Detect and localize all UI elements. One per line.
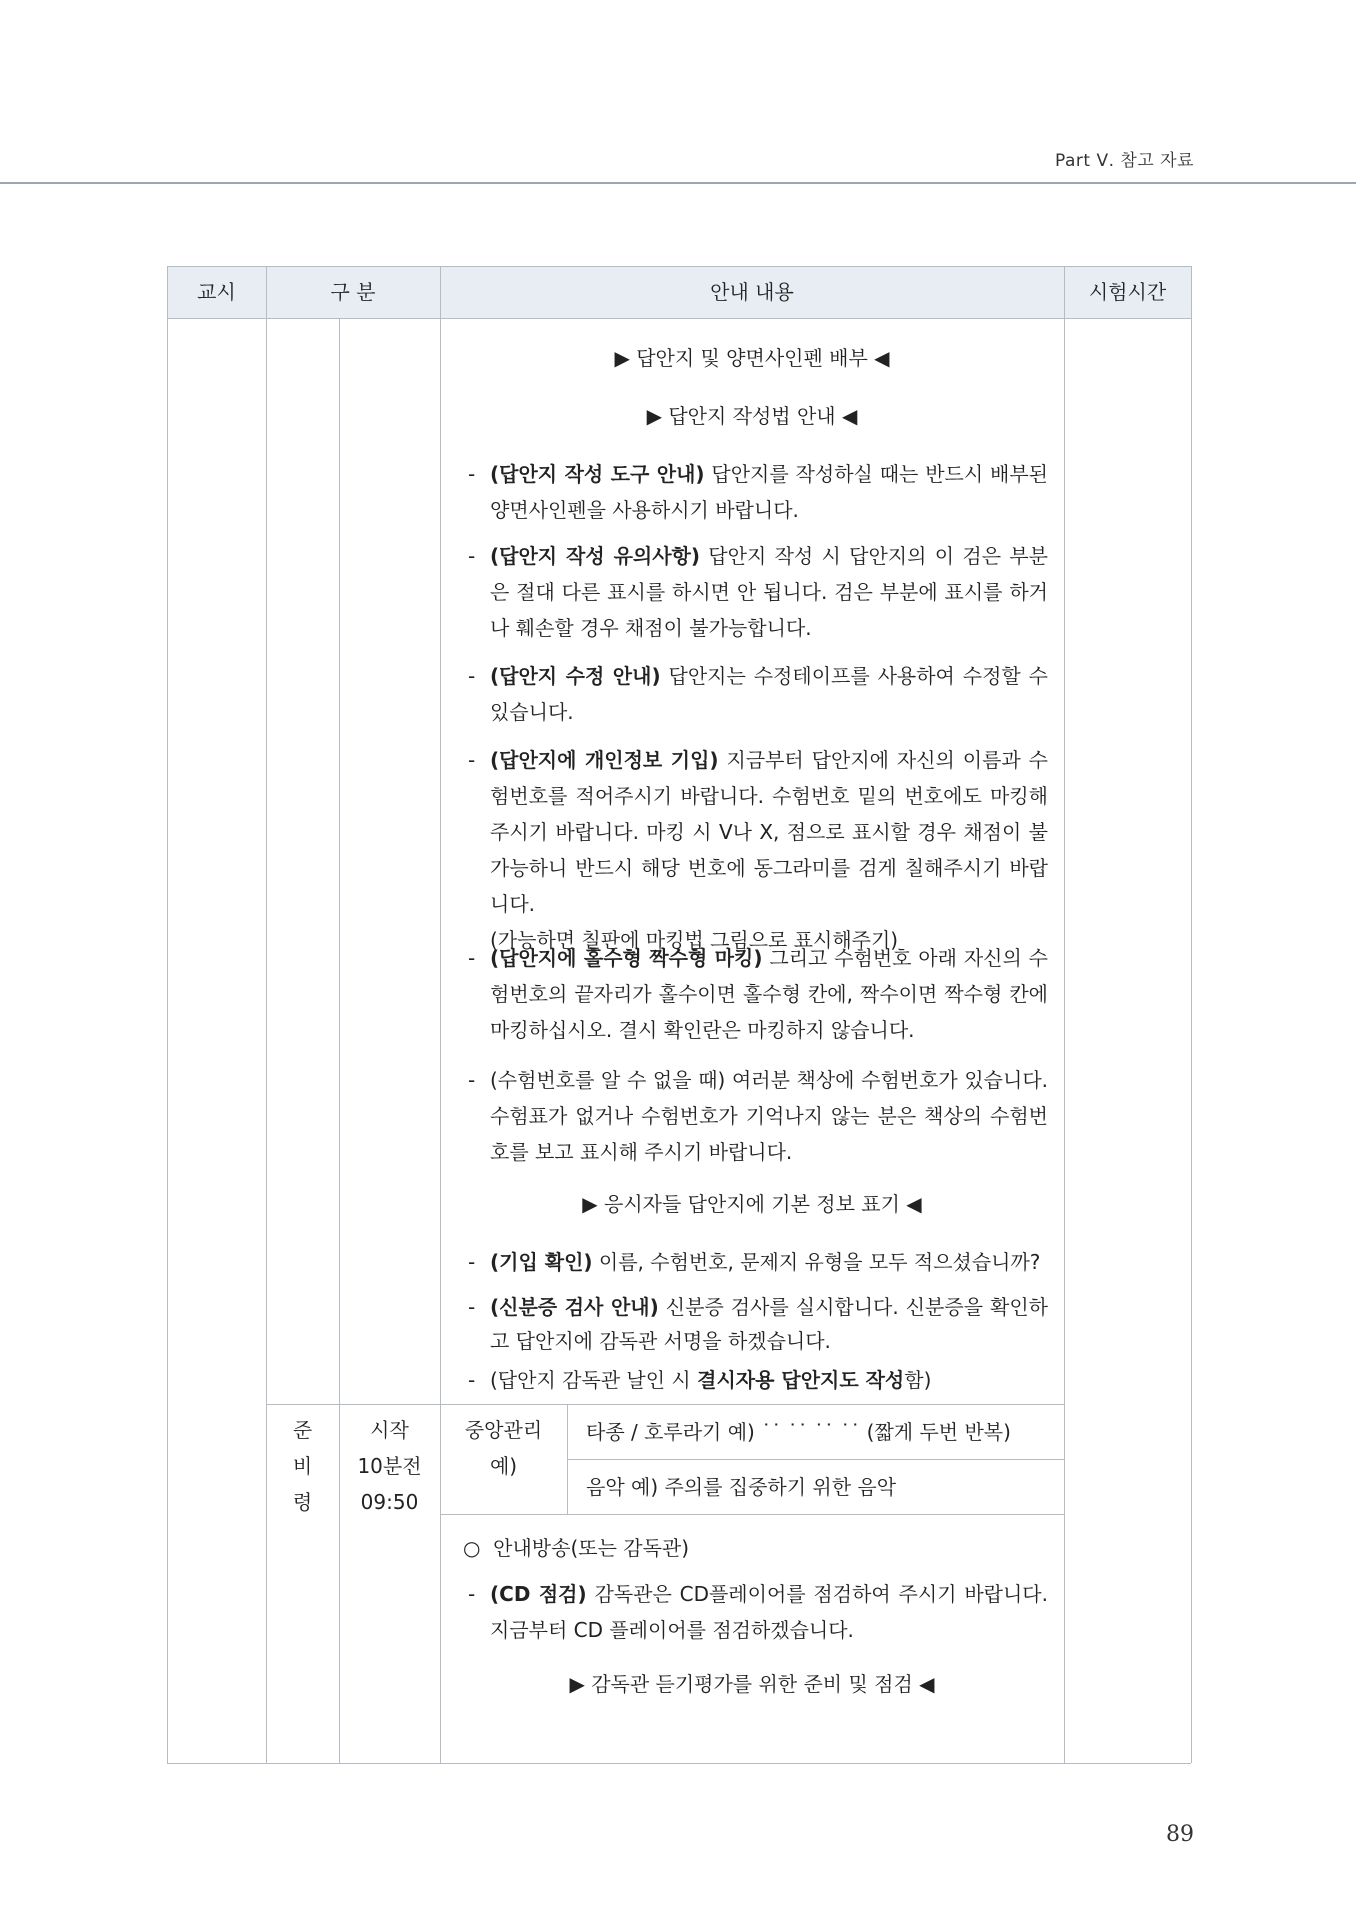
heading-listening-prep: ▶ 감독관 듣기평가를 위한 준비 및 점검 ◀ [569, 1672, 935, 1696]
sub-bell: 타종 / 호루라기 예) ˙˙ ˙˙ ˙˙ ˙˙ (짧게 두번 반복) [586, 1420, 1011, 1444]
item-seal: - (답안지 감독관 날인 시 결시자용 답안지도 작성함) [468, 1368, 932, 1392]
header-period: 교시 [197, 280, 236, 304]
sub-music: 음악 예) 주의를 집중하기 위한 음악 [586, 1475, 897, 1499]
section-divider [266, 1404, 1064, 1405]
page-number: 89 [1166, 1822, 1194, 1847]
item-check: - (기입 확인) 이름, 수험번호, 문제지 유형을 모두 적으셨습니까? [468, 1250, 1041, 1274]
table-border-right [1191, 266, 1192, 1763]
item-correction: - (답안지 수정 안내) 답안지는 수정테이프를 사용하여 수정할 수 있습니다. [468, 664, 1048, 724]
item-odd-even: - (답안지에 홀수형 짝수형 마킹) 그리고 수험번호 아래 자신의 수험번호의 끝자리가 홀수이면 홀수형 칸에, 짝수이면 짝수형 칸에 마킹하십시오. 결시 확인란은 마킹하지 않습니다. [468, 946, 1048, 1042]
column-divider-4 [1064, 266, 1065, 1763]
central-divider [567, 1404, 568, 1514]
item-caution: - (답안지 작성 유의사항) 답안지 작성 시 답안지의 이 검은 부분은 절대 다른 표시를 하시면 안 됩니다. 검은 부분에 표시를 하거나 훼손할 경우 채점이 불가능합니다. [468, 544, 1048, 640]
item-id-check: - (신분증 검사 안내) 신분증 검사를 실시합니다. 신분증을 확인하고 답안지에 감독관 서명을 하겠습니다. [468, 1295, 1049, 1353]
item-personal-info: - (답안지에 개인정보 기입) 지금부터 답안지에 자신의 이름과 수험번호를 적어주시기 바랍니다. 수험번호 밑의 번호에도 마킹해주시기 바랍니다. 마킹 시 V나 X, 점으로 표시할 경우 채점이 불가능하니 반드시 해당 번호에 동그라미를 검게 칠해주시기 바랍니다. (가능하면 칠판에 마킹법 그림으로 표시해주기) [468, 748, 1048, 952]
column-divider-1 [266, 266, 267, 1763]
heading-basic-info: ▶ 응시자들 답안지에 기본 정보 표기 ◀ [582, 1192, 922, 1216]
central-management: 중앙관리 예) [464, 1418, 543, 1478]
item-cd-check: - (CD 점검) 감독관은 CD플레이어를 점검하여 주시기 바랍니다. 지금부터 CD 플레이어를 점검하겠습니다. [468, 1582, 1048, 1642]
bullet-announcement: ○ 안내방송(또는 감독관) [463, 1536, 690, 1560]
sub-row-divider [567, 1459, 1064, 1460]
running-header: Part Ⅴ. 참고 자료 [1055, 151, 1194, 171]
table-border-left [167, 266, 168, 1763]
heading-distribute: ▶ 답안지 및 양면사인펜 배부 ◀ [614, 346, 890, 370]
table-header-divider [167, 318, 1191, 319]
central-bottom-divider [440, 1514, 1064, 1515]
heading-instructions: ▶ 답안지 작성법 안내 ◀ [646, 404, 858, 428]
column-divider-2 [339, 318, 340, 1763]
column-divider-3 [440, 266, 441, 1763]
header-content: 안내 내용 [710, 280, 794, 304]
item-unknown-number: - (수험번호를 알 수 없을 때) 여러분 책상에 수험번호가 있습니다. 수험표가 없거나 수험번호가 기억나지 않는 분은 책상의 수험번호를 보고 표시해 주시기 바랍니다. [468, 1068, 1048, 1164]
item-tool: - (답안지 작성 도구 안내) 답안지를 작성하실 때는 반드시 배부된 양면사인펜을 사용하시기 바랍니다. [468, 462, 1048, 522]
header-category: 구 분 [330, 280, 376, 304]
timing: 시작 10분전 09:50 [357, 1418, 422, 1514]
header-time: 시험시간 [1088, 280, 1167, 304]
category-prep: 준 비 령 [292, 1418, 313, 1514]
table-border-bottom [167, 1763, 1191, 1764]
